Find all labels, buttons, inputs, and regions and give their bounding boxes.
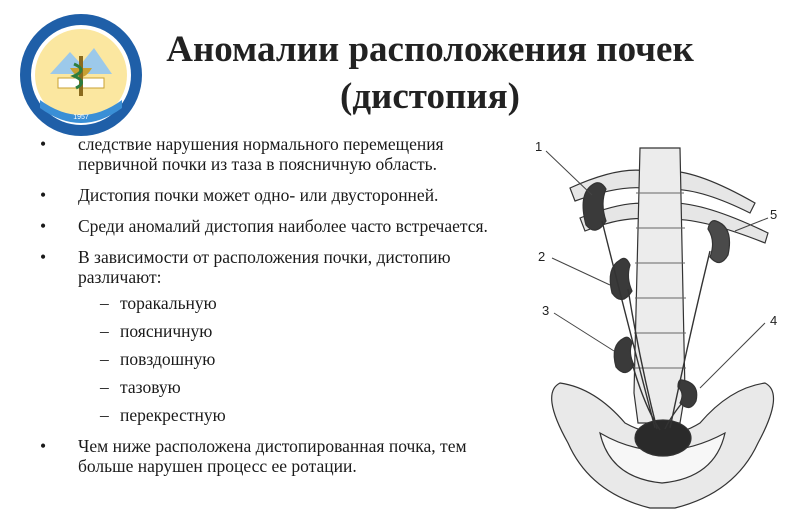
- figure-label-2: 2: [538, 249, 546, 264]
- bullet-icon: •: [40, 216, 47, 236]
- title-line2: (дистопия): [340, 76, 520, 117]
- sub-item: [78, 377, 524, 397]
- bullet-item: [38, 185, 524, 205]
- sub-item: [78, 405, 524, 425]
- sub-item-text: поясничную: [120, 321, 213, 341]
- sub-item-text: торакальную: [120, 293, 217, 313]
- figure-label-4: 4: [770, 313, 778, 328]
- sub-item-text: перекрестную: [120, 405, 226, 425]
- bullet-text: Среди аномалий дистопия наиболее часто встречается.: [78, 216, 488, 236]
- dash-icon: –: [100, 349, 109, 369]
- figure-label-3: 3: [542, 303, 550, 318]
- bullet-item: [38, 216, 524, 236]
- bullet-item: [38, 247, 524, 425]
- bullet-text: В зависимости от расположения почки, дистопию различают:: [78, 247, 451, 287]
- bullet-icon: •: [40, 247, 47, 267]
- bullet-list: [38, 134, 524, 487]
- sub-item: [78, 349, 524, 369]
- logo-year: 1957: [73, 114, 89, 121]
- bullet-item: [38, 436, 524, 476]
- sub-list: [78, 293, 524, 425]
- dash-icon: –: [100, 405, 109, 425]
- bullet-item: [38, 134, 524, 174]
- figure-label-1: 1: [535, 139, 543, 154]
- sub-item: [78, 321, 524, 341]
- bullet-text: Чем ниже расположена дистопированная почка, тем больше нарушен процесс ее ротации.: [78, 436, 467, 476]
- title-line1: Аномалии расположения почек: [166, 29, 694, 70]
- university-logo: [18, 12, 144, 138]
- sub-item: [78, 293, 524, 313]
- bullet-icon: •: [40, 185, 47, 205]
- dash-icon: –: [100, 321, 109, 341]
- sub-item-text: повздошную: [120, 349, 216, 369]
- dash-icon: –: [100, 293, 109, 313]
- slide-title: [150, 26, 710, 120]
- figure-label-5: 5: [770, 207, 778, 222]
- sub-item-text: тазовую: [120, 377, 181, 397]
- bullet-icon: •: [40, 436, 47, 456]
- bullet-text: следствие нарушения нормального перемещения первичной почки из таза в поясничную область.: [78, 134, 444, 174]
- bullet-icon: •: [40, 134, 47, 154]
- bullet-text: Дистопия почки может одно- или двусторонней.: [78, 185, 439, 205]
- kidney-dystopia-illustration: [530, 133, 799, 526]
- dash-icon: –: [100, 377, 109, 397]
